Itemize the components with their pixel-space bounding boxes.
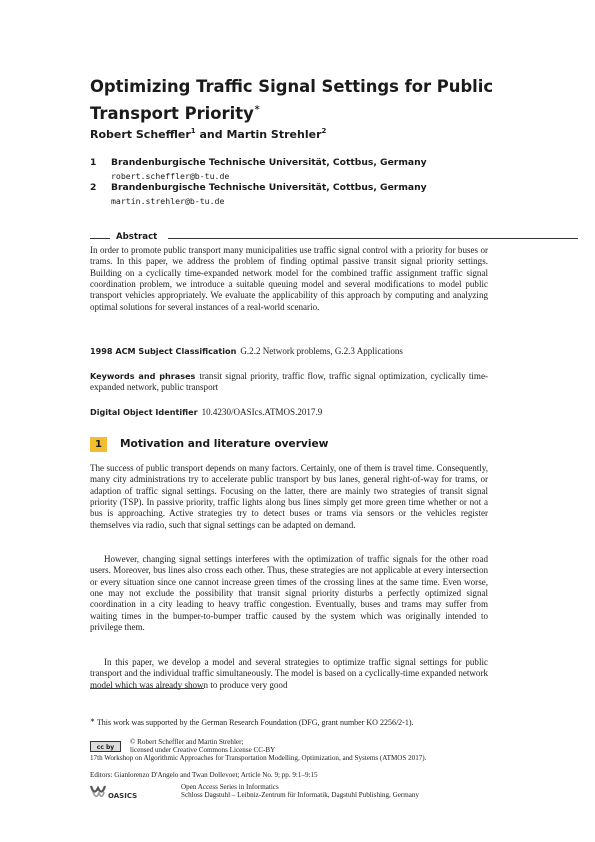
- abstract-heading: [90, 232, 490, 246]
- author-list: [90, 127, 326, 141]
- footnote: [90, 716, 510, 728]
- body-paragraph-2: However, changing signal settings interferes with the optimization of traffic signals for the other road users. Moreover, bus lines also cross each other. Thus, these strategies are not applicable at every intersection or every situation since one cannot increase green times of the crossing lines at the same time. Even worse, one may not exclude the possibility that transit signal priority disturbs a perfectly optimized signal coordination in a city leading to heavy traffic congestion. Eventually, buses and trams may suffer from waiting times in the bumper-to-bumper traffic caused by the system which was originally intended to privilege them.: [90, 554, 488, 633]
- author-1: Robert Scheffler: [90, 128, 191, 141]
- footnote-rule: [90, 688, 204, 689]
- oasics-logo-icon: [90, 783, 150, 801]
- affiliation-number: 1: [90, 157, 97, 168]
- abstract-text: In order to promote public transport many municipalities use traffic signal control with a priority for buses or trams. In this paper, we address the problem of finding optimal passive transit signal priority settings. Building on a cyclically time-expanded network model for the combined traffic assignment traffic signal coordination problem, we introduce a suitable queuing model and several modifications to model public transport vehicles appropriately. We evaluate the applicability of this approach by computing and analyzing optimal solutions for several instances of a real-world scenario.: [90, 245, 488, 312]
- affiliation-email[interactable]: robert.scheffler@b-tu.de: [111, 171, 230, 181]
- affiliation-institution: Brandenburgische Technische Universität, Cottbus, Germany: [111, 157, 427, 168]
- oasics-logo-text: OASICS: [108, 792, 138, 800]
- author-separator: and: [195, 128, 227, 141]
- affiliation-number: 2: [90, 182, 97, 193]
- license-block: [130, 738, 490, 755]
- doi-label: Digital Object Identifier: [90, 407, 198, 417]
- section-number-badge: 1: [90, 437, 107, 452]
- footnote-text: This work was supported by the German Research Foundation (DFG, grant number KO 2256/2-1).: [96, 718, 414, 727]
- paper-title: [90, 76, 510, 124]
- keywords: [90, 371, 488, 394]
- footnote-mark: ∗: [90, 718, 96, 724]
- acm-classification: [90, 346, 488, 357]
- affiliation-institution: Brandenburgische Technische Universität, Cottbus, Germany: [111, 182, 427, 193]
- keywords-label: Keywords and phrases: [90, 371, 196, 381]
- workshop-line: 17th Workshop on Algorithmic Approaches for Transportation Modelling, Optimization, and Systems (ATMOS 2017).: [90, 754, 427, 762]
- license-line[interactable]: licensed under Creative Commons License CC-BY: [130, 746, 276, 755]
- author-2-affil: 2: [321, 127, 327, 135]
- doi: [90, 407, 488, 418]
- series-line: Open Access Series in Informatics: [181, 783, 279, 791]
- title-text: Optimizing Traffic Signal Settings for Public Transport Priority: [90, 77, 494, 123]
- editors-line: Editors: Gianlorenzo D'Angelo and Twan Dollevoet; Article No. 9; pp. 9:1–9:15: [90, 771, 318, 779]
- title-footnote-mark: ∗: [253, 103, 261, 112]
- body-paragraph-3: In this paper, we develop a model and several strategies to optimize traffic signal settings for public transport and the individual traffic simultaneously. The model is based on a cyclically-time expanded network model which was already shown to produce very good: [90, 657, 488, 690]
- abstract-rule-right: [168, 238, 578, 239]
- affiliation-2: [90, 182, 510, 208]
- publisher-block: [181, 783, 501, 800]
- publisher-line: Schloss Dagstuhl – Leibniz-Zentrum für Informatik, Dagstuhl Publishing, Germany: [181, 791, 419, 800]
- keywords-value: transit signal priority, traffic flow, traffic signal optimization, cyclically time-expanded network, public transport: [90, 371, 488, 393]
- abstract-label: Abstract: [116, 232, 158, 242]
- author-2: Martin Strehler: [226, 128, 322, 141]
- acm-label: 1998 ACM Subject Classification: [90, 346, 237, 356]
- body-paragraph-1: The success of public transport depends on many factors. Certainly, one of them is travel time. Consequently, many city administrations try to accelerate public transport by bus lanes, general right-of-way for trams, or adaption of traffic signal settings. Focusing on the latter, there are mainly two strategies of transit signal priority (TSP). In passive priority, traffic lights along bus lines simply get more green time whether or not a bus is approaching. Active strategies try to detect buses or trams via sensors or the vehicles register themselves via radio, such that signal settings can be adapted on demand.: [90, 463, 488, 530]
- affiliation-email[interactable]: martin.strehler@b-tu.de: [111, 196, 225, 206]
- acm-value: G.2.2 Network problems, G.2.3 Applications: [240, 346, 403, 356]
- section-title: Motivation and literature overview: [120, 438, 329, 450]
- affiliation-1: [90, 157, 510, 183]
- abstract-rule-left: [90, 238, 110, 239]
- copyright-line: © Robert Scheffler and Martin Strehler;: [130, 738, 244, 746]
- cc-by-license-icon: cc by: [90, 741, 121, 752]
- author-1-affil: 1: [190, 127, 196, 135]
- doi-value[interactable]: 10.4230/OASIcs.ATMOS.2017.9: [201, 407, 323, 417]
